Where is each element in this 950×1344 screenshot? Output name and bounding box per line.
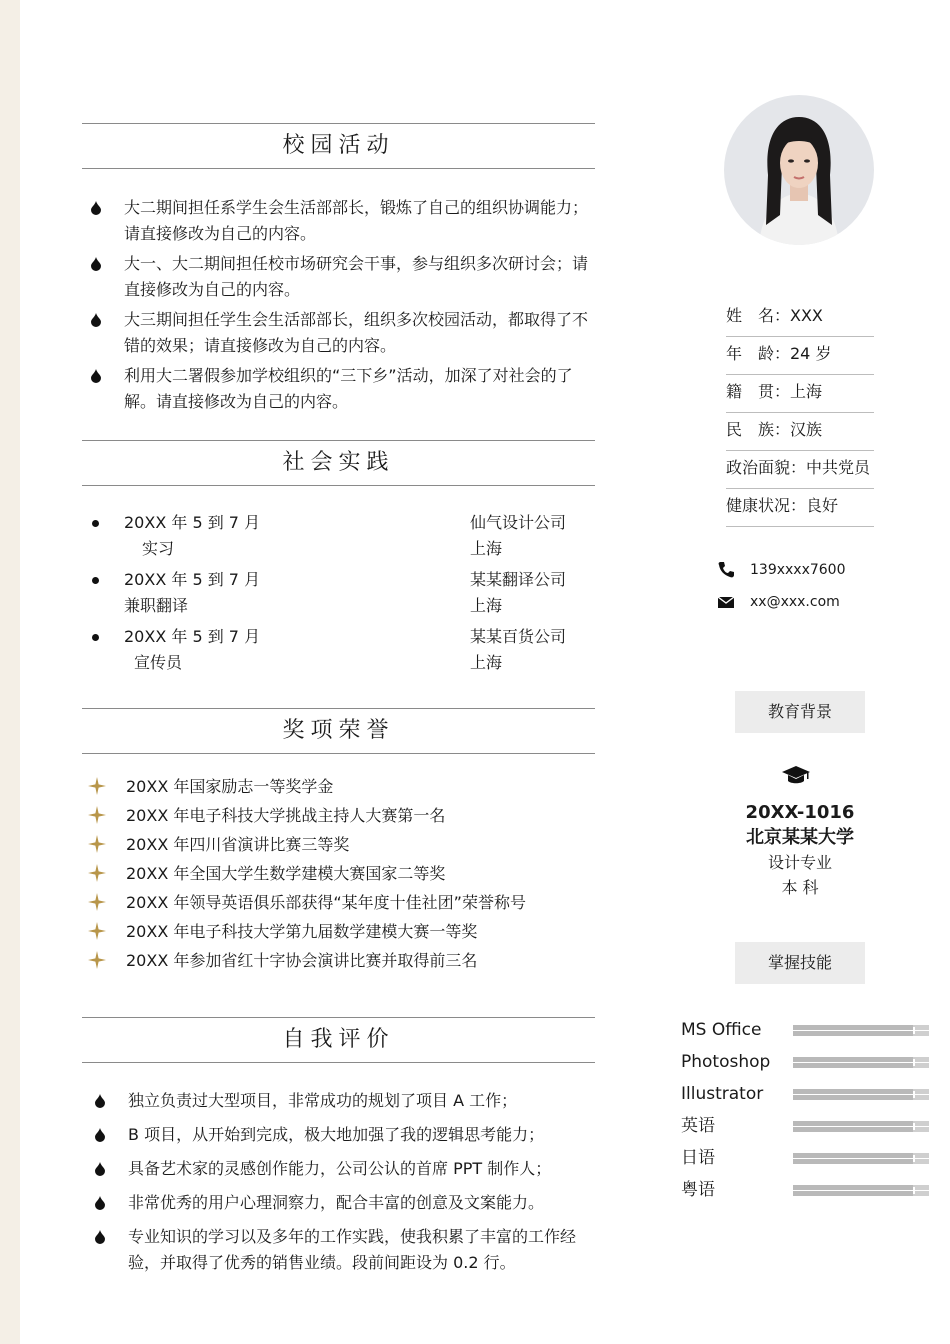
mail-icon (716, 592, 736, 612)
list-item: 专业知识的学习以及多年的工作实践，使我积累了丰富的工作经验，并取得了优秀的销售业绩。段前间距设为 0.2 行。 (92, 1224, 602, 1276)
skill-level-marker (913, 1123, 915, 1130)
drop-bullet-icon (90, 257, 102, 271)
award-item: 20XX 年电子科技大学第九届数学建模大赛一等奖 (88, 919, 598, 945)
education-major: 设计专业 (767, 853, 832, 872)
list-item: 独立负责过大型项目，非常成功的规划了项目 A 工作； (92, 1088, 602, 1114)
star-bullet-icon (88, 806, 106, 824)
award-item: 20XX 年参加省红十字协会演讲比赛并取得前三名 (88, 948, 598, 974)
campus-list (88, 195, 598, 415)
list-item: B 项目，从开始到完成，极大地加强了我的逻辑思考能力； (92, 1122, 602, 1148)
skill-name: Photoshop (681, 1052, 771, 1072)
education-years: 20XX-1016 (745, 802, 855, 823)
skill-bar (793, 1057, 929, 1068)
skill-level-marker (913, 1187, 915, 1194)
skill-level-marker (913, 1155, 915, 1162)
skill-level-marker (913, 1091, 915, 1098)
dot-bullet-icon (92, 520, 99, 527)
award-item: 20XX 年四川省演讲比赛三等奖 (88, 832, 598, 858)
practice-row: 20XX 年 5 到 7 月 兼职翻译 某某翻译公司 上海 (88, 567, 598, 619)
award-item: 20XX 年国家励志一等奖学金 (88, 774, 598, 800)
skills-heading: 掌握技能 (735, 942, 865, 984)
education-heading: 教育背景 (735, 691, 865, 733)
skill-row (681, 1017, 931, 1043)
star-bullet-icon (88, 893, 106, 911)
practice-row: 20XX 年 5 到 7 月 宣传员 某某百货公司 上海 (88, 624, 598, 676)
skill-row (681, 1081, 931, 1107)
drop-bullet-icon (94, 1230, 106, 1244)
contact-email: xx@xxx.com (716, 592, 840, 612)
skill-bar (793, 1121, 929, 1132)
list-item: 大二期间担任系学生会生活部部长，锻炼了自己的组织协调能力；请直接修改为自己的内容。 (88, 195, 598, 247)
awards-list (88, 774, 598, 977)
skill-row (681, 1145, 931, 1171)
skill-name: Illustrator (681, 1084, 764, 1104)
skill-name: 粤语 (681, 1180, 715, 1200)
drop-bullet-icon (90, 369, 102, 383)
self-list (92, 1088, 602, 1276)
skill-name: 英语 (681, 1116, 715, 1136)
skill-name: 日语 (681, 1148, 715, 1168)
education-block (720, 800, 880, 900)
list-item: 大三期间担任学生会生活部部长，组织多次校园活动，都取得了不错的效果；请直接修改为自己的内容。 (88, 307, 598, 359)
profile-health: 健康状况：良好 (726, 489, 874, 527)
graduation-cap-icon (781, 765, 811, 785)
skill-level-marker (913, 1027, 915, 1034)
award-item: 20XX 年全国大学生数学建模大赛国家二等奖 (88, 861, 598, 887)
skill-row (681, 1113, 931, 1139)
star-bullet-icon (88, 835, 106, 853)
list-item: 具备艺术家的灵感创作能力，公司公认的首席 PPT 制作人； (92, 1156, 602, 1182)
drop-bullet-icon (90, 313, 102, 327)
drop-bullet-icon (94, 1162, 106, 1176)
practice-row: 20XX 年 5 到 7 月 实习 仙气设计公司 上海 (88, 510, 598, 562)
profile-ethnicity: 民 族：汉族 (726, 413, 874, 451)
section-title-awards: 奖项荣誉 (82, 708, 595, 754)
skill-name: MS Office (681, 1020, 762, 1040)
award-item: 20XX 年领导英语俱乐部获得“某年度十佳社团”荣誉称号 (88, 890, 598, 916)
avatar (724, 95, 874, 245)
star-bullet-icon (88, 951, 106, 969)
star-bullet-icon (88, 864, 106, 882)
profile-hometown: 籍 贯：上海 (726, 375, 874, 413)
skill-row (681, 1177, 931, 1203)
profile-political: 政治面貌：中共党员 (726, 451, 874, 489)
list-item: 利用大二署假参加学校组织的“三下乡”活动，加深了对社会的了解。请直接修改为自己的内容。 (88, 363, 598, 415)
skill-bar (793, 1153, 929, 1164)
section-title-campus: 校园活动 (82, 123, 595, 169)
education-degree: 本 科 (781, 878, 819, 897)
drop-bullet-icon (94, 1128, 106, 1142)
section-title-practice: 社会实践 (82, 440, 595, 486)
section-title-self: 自我评价 (82, 1017, 595, 1063)
phone-icon (716, 560, 736, 580)
skill-bar (793, 1185, 929, 1196)
drop-bullet-icon (94, 1196, 106, 1210)
dot-bullet-icon (92, 577, 99, 584)
profile-age: 年 龄：24 岁 (726, 337, 874, 375)
left-decor-strip (0, 0, 20, 1344)
skill-row (681, 1049, 931, 1075)
education-school: 北京某某大学 (746, 827, 854, 848)
award-item: 20XX 年电子科技大学挑战主持人大赛第一名 (88, 803, 598, 829)
skill-bar (793, 1025, 929, 1036)
profile-name: 姓 名：XXX (726, 299, 874, 337)
skill-bar (793, 1089, 929, 1100)
list-item: 大一、大二期间担任校市场研究会干事，参与组织多次研讨会；请直接修改为自己的内容。 (88, 251, 598, 303)
drop-bullet-icon (90, 201, 102, 215)
dot-bullet-icon (92, 634, 99, 641)
star-bullet-icon (88, 922, 106, 940)
drop-bullet-icon (94, 1094, 106, 1108)
star-bullet-icon (88, 777, 106, 795)
list-item: 非常优秀的用户心理洞察力，配合丰富的创意及文案能力。 (92, 1190, 602, 1216)
contact-phone: 139xxxx7600 (716, 560, 846, 580)
skill-level-marker (913, 1059, 915, 1066)
